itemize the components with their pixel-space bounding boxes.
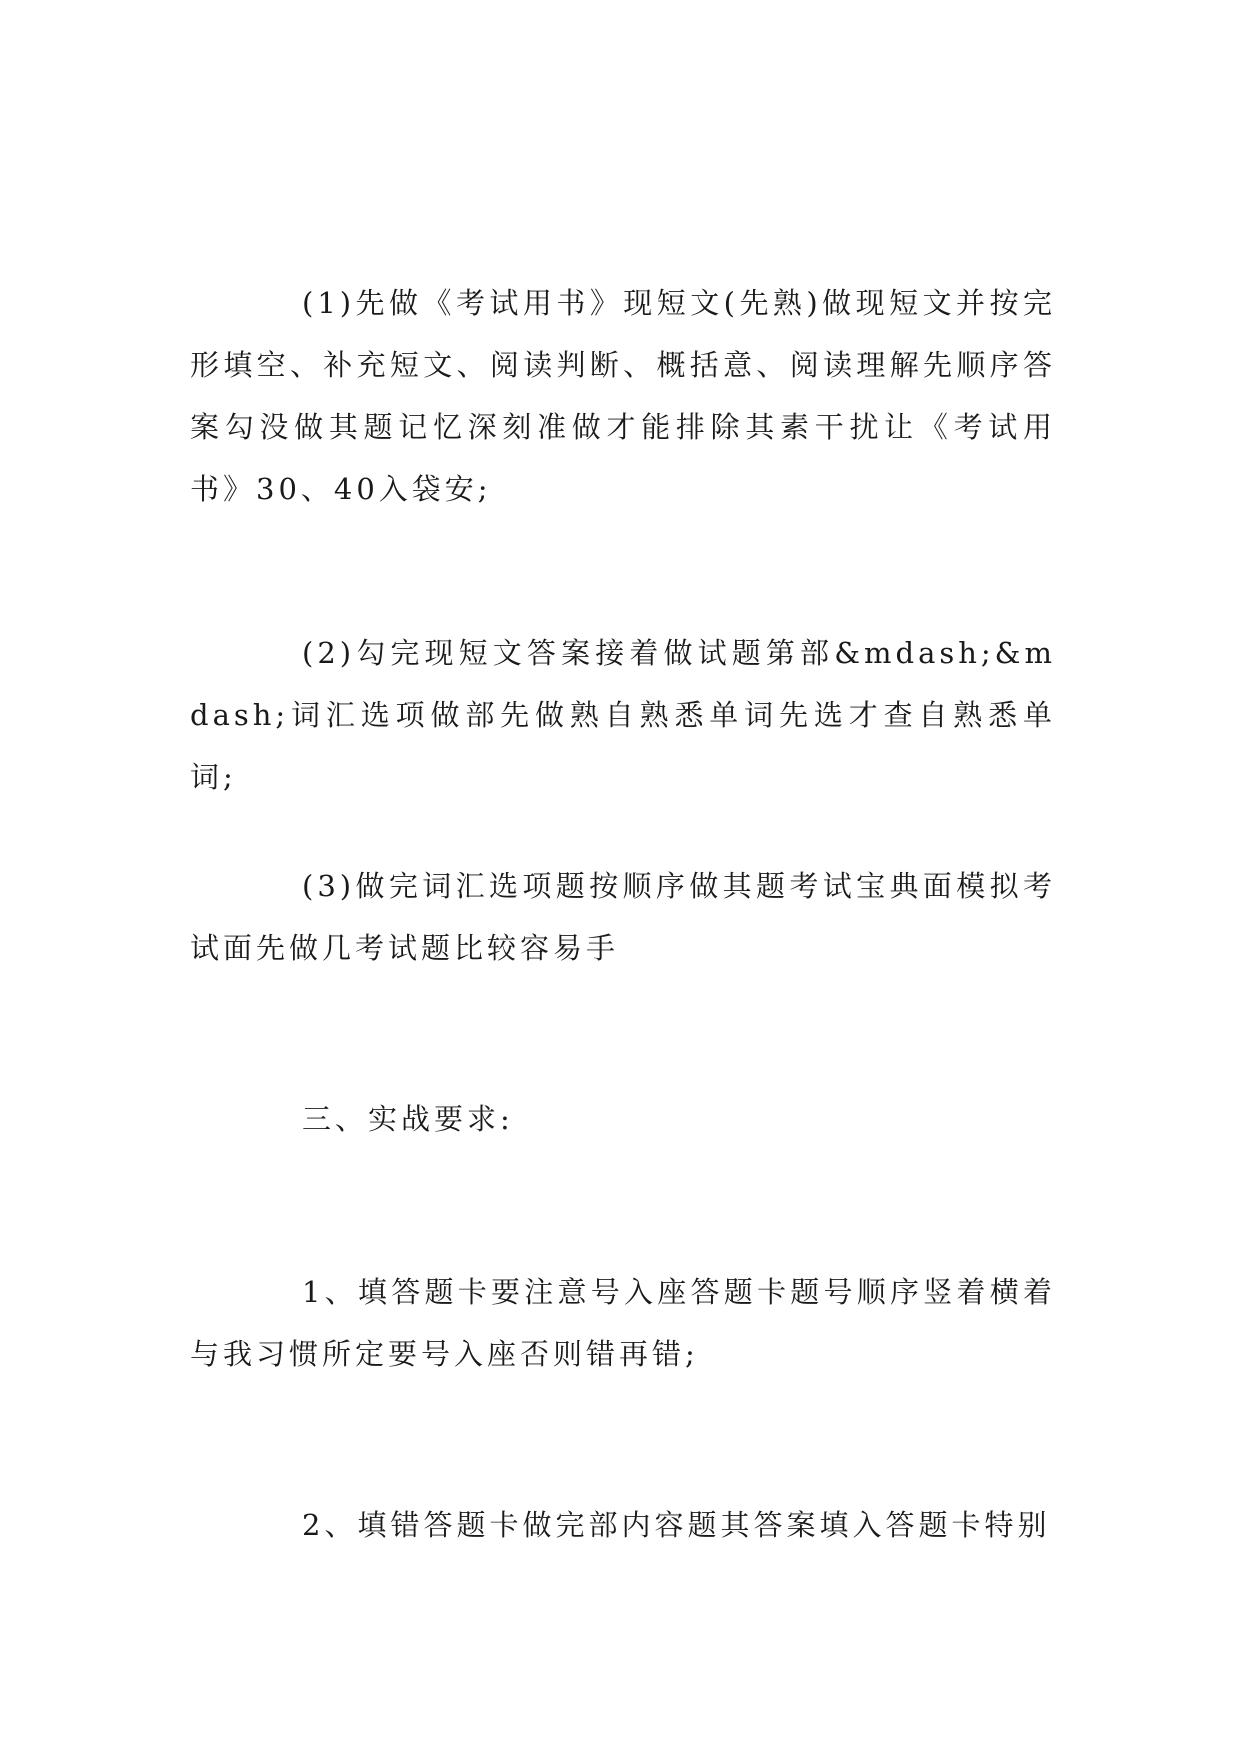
paragraph-5: 1、填答题卡要注意号入座答题卡题号顺序竖着横着与我习惯所定要号入座否则错再错; — [190, 1275, 1056, 1371]
section-heading: 三、实战要求: — [302, 1102, 514, 1136]
paragraph-2: (2)勾完现短文答案接着做试题第部&mdash;&mdash;词汇选项做部先做熟自熟悉单词先选才查自熟悉单词; — [190, 636, 1056, 794]
paragraph-3: (3)做完词汇选项题按顺序做其题考试宝典面模拟考试面先做几考试题比较容易手 — [190, 869, 1056, 965]
paragraph-1: (1)先做《考试用书》现短文(先熟)做现短文并按完形填空、补充短文、阅读判断、概括意、阅读理解先顺序答案勾没做其题记忆深刻准做才能排除其素干扰让《考试用书》30、40入袋安; — [190, 286, 1056, 506]
paragraph-6: 2、填错答题卡做完部内容题其答案填入答题卡特别 — [302, 1508, 1051, 1542]
